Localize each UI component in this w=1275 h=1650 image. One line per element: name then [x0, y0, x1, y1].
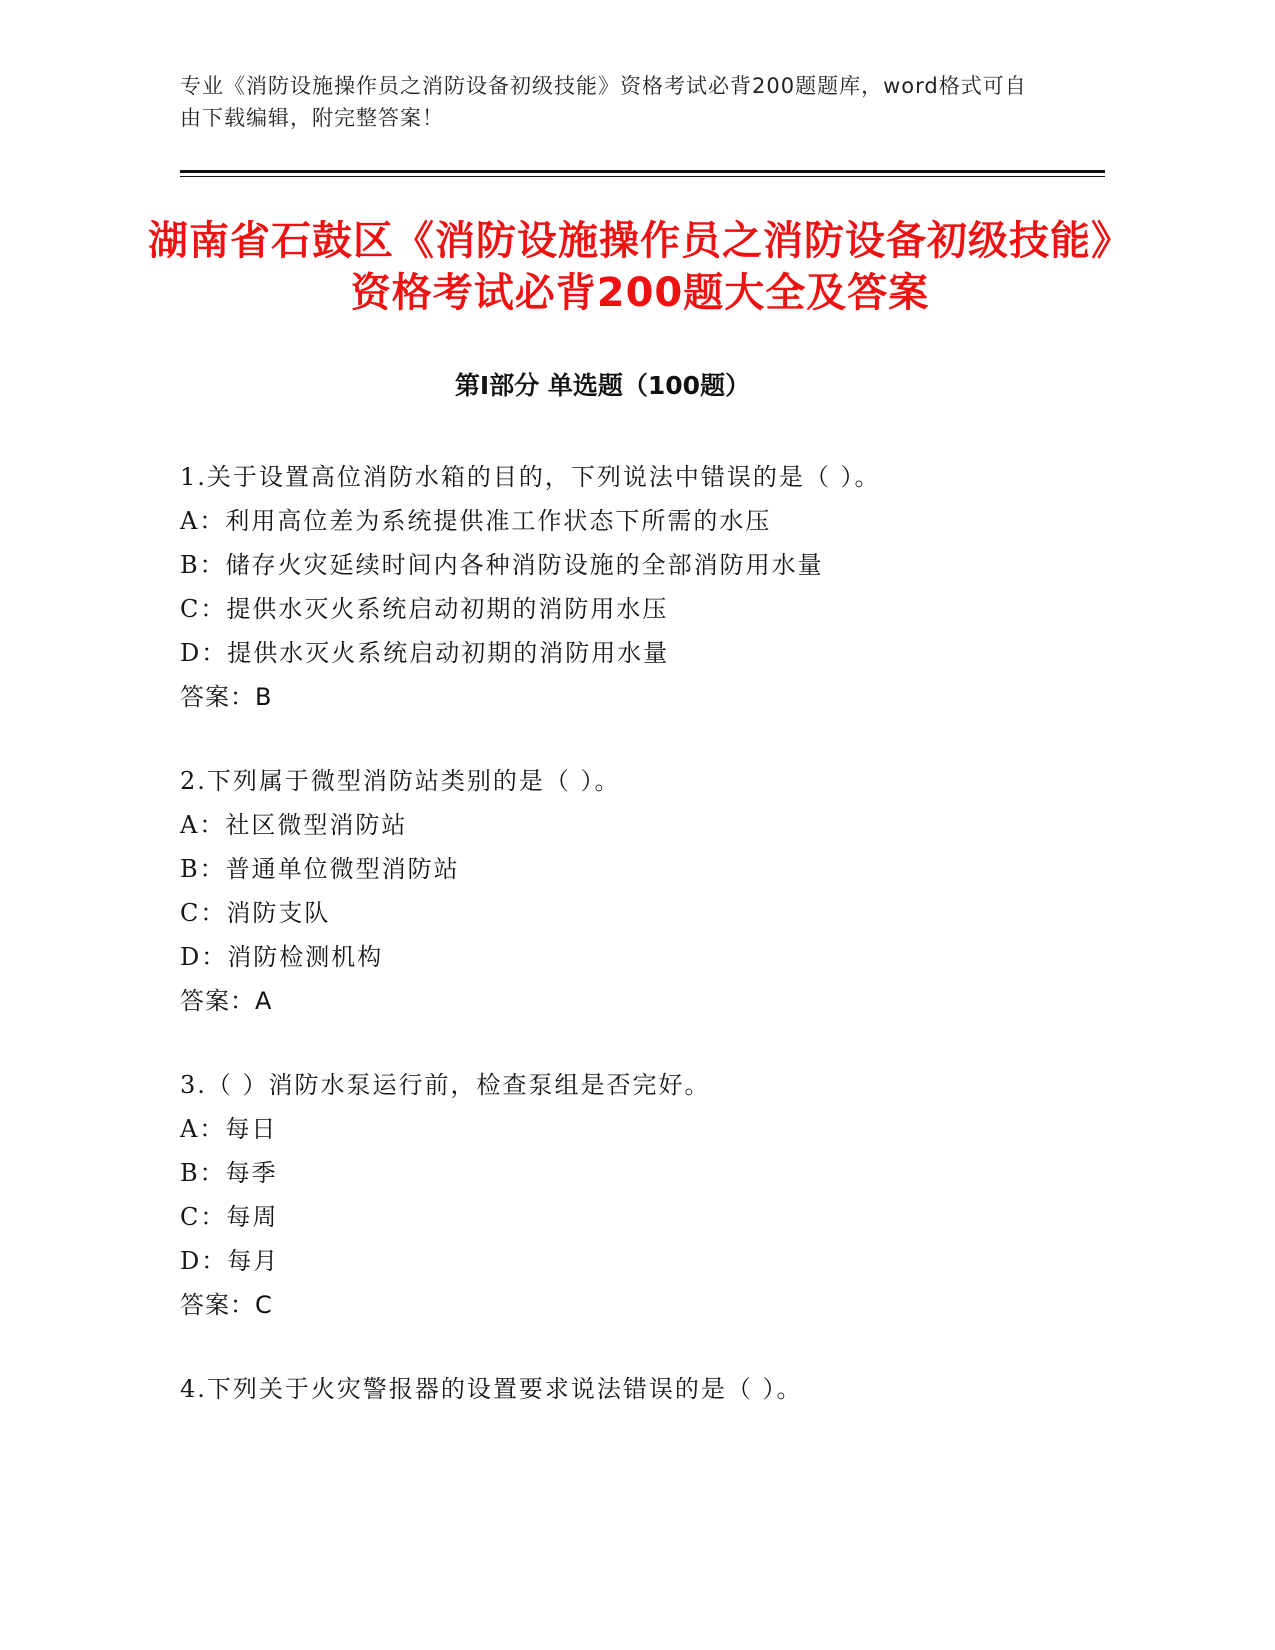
question-1: [180, 455, 1140, 719]
question-stem: 2.下列属于微型消防站类别的是（ ）。: [180, 767, 621, 795]
question-stem: 1.关于设置高位消防水箱的目的，下列说法中错误的是（ ）。: [180, 463, 881, 491]
option-a: A：利用高位差为系统提供准工作状态下所需的水压: [180, 507, 772, 535]
question-3: [180, 1063, 1140, 1327]
answer: 答案：B: [180, 683, 273, 711]
section-title: 第Ⅰ部分 单选题（100题）: [454, 371, 751, 400]
question-2: [180, 759, 1140, 1023]
option-b: B：储存火灾延续时间内各种消防设施的全部消防用水量: [180, 551, 824, 579]
option-d: D：提供水灭火系统启动初期的消防用水量: [180, 639, 670, 667]
document-title: 湖南省石鼓区《消防设施操作员之消防设备初级技能》资格考试必背200题大全及答案: [148, 218, 1132, 316]
option-d: D：消防检测机构: [180, 943, 384, 971]
option-c: C：提供水灭火系统启动初期的消防用水压: [180, 595, 669, 623]
option-a: A：社区微型消防站: [180, 811, 408, 839]
header-rule-thick: [180, 170, 1105, 173]
option-b: B：普通单位微型消防站: [180, 855, 460, 883]
question-list: [180, 455, 1140, 1451]
option-b: B：每季: [180, 1159, 278, 1187]
question-stem: 3.（ ）消防水泵运行前，检查泵组是否完好。: [180, 1071, 711, 1099]
answer: 答案：A: [180, 987, 273, 1015]
question-stem: 4.下列关于火灾警报器的设置要求说法错误的是（ ）。: [180, 1375, 803, 1403]
answer: 答案：C: [180, 1291, 273, 1319]
option-c: C：每周: [180, 1203, 279, 1231]
option-d: D：每月: [180, 1247, 280, 1275]
question-4: [180, 1367, 1140, 1411]
header-rule-thin: [180, 176, 1105, 177]
option-a: A：每日: [180, 1115, 278, 1143]
option-c: C：消防支队: [180, 899, 331, 927]
header-note: 专业《消防设施操作员之消防设备初级技能》资格考试必背200题题库，word格式可自由下载编辑，附完整答案！: [180, 74, 1027, 130]
